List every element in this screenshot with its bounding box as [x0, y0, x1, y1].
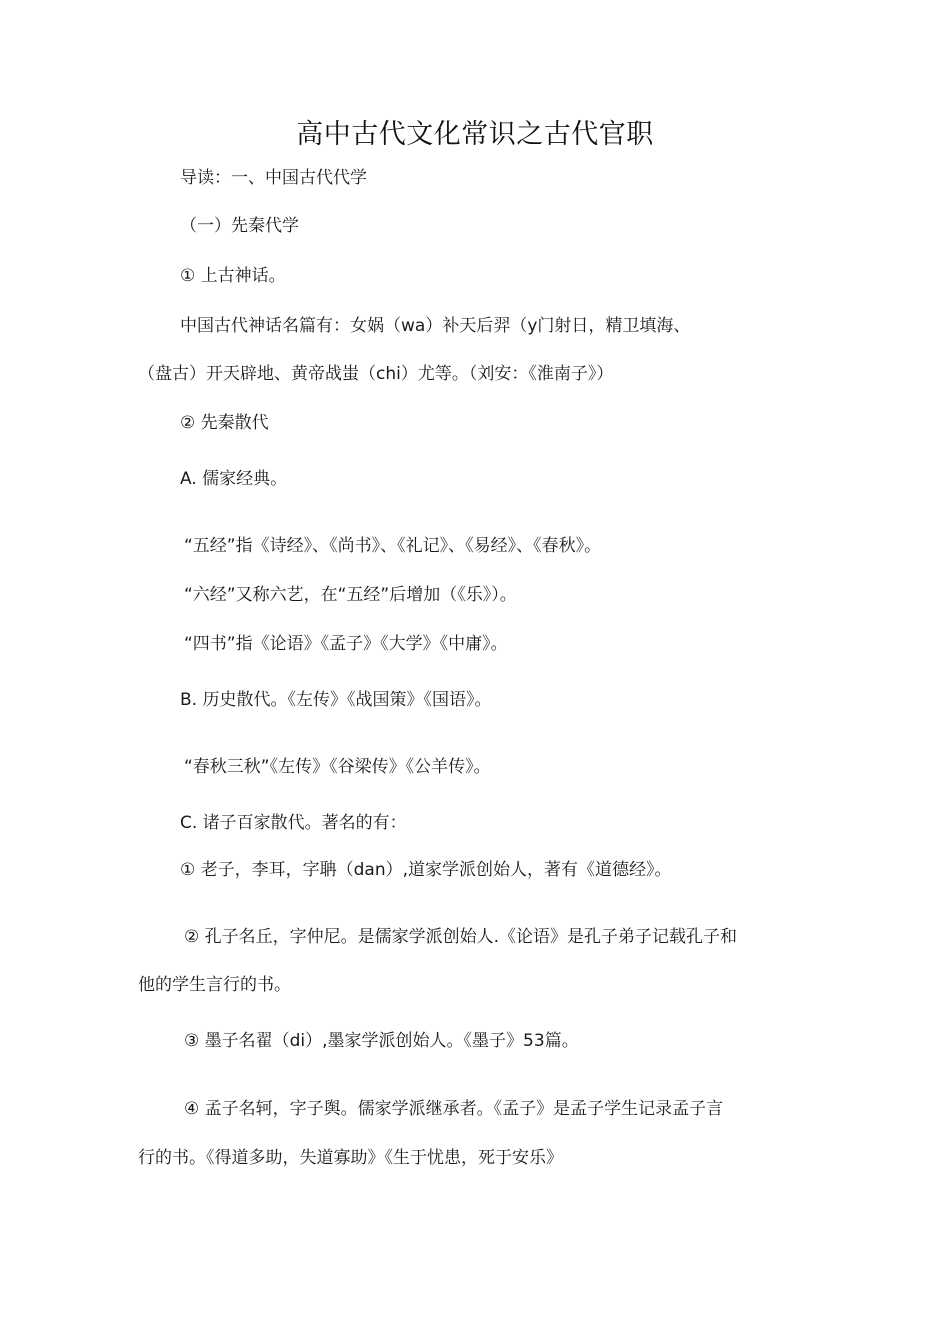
list-item-mozi: ③ 墨子名翟（di）,墨家学派创始人。《墨子》53篇。 — [184, 1031, 579, 1051]
subheading-ancient-myths: ① 上古神话。 — [180, 266, 286, 286]
paragraph-three-commentaries: “春秋三秋”《左传》《谷梁传》《公羊传》。 — [184, 757, 491, 777]
paragraph-six-classics: “六经”又称六艺，在“五经”后增加（《乐》）。 — [184, 585, 517, 605]
paragraph-myths-line-2: （盘古）开天辟地、黄帝战蚩（chi）尤等。（刘安：《淮南子》） — [138, 364, 614, 384]
paragraph-four-books: “四书”指《论语》《孟子》《大学》《中庸》。 — [184, 634, 508, 654]
list-item-mencius-line-2: 行的书。《得道多助，失道寡助》《生于忧患，死于安乐》 — [138, 1148, 563, 1168]
list-item-confucius-line-2: 他的学生言行的书。 — [138, 975, 291, 995]
item-a-confucian-classics: A. 儒家经典。 — [180, 469, 288, 489]
paragraph-five-classics: “五经”指《诗经》、《尚书》、《礼记》、《易经》、《春秋》。 — [184, 536, 602, 556]
section-heading-pre-qin: （一）先秦代学 — [180, 216, 299, 236]
list-item-confucius-line-1: ② 孔子名丘，字仲尼。是儒家学派创始人.《论语》是孔子弟子记载孔子和 — [184, 927, 738, 947]
item-b-historical-prose: B. 历史散代。《左传》《战国策》《国语》。 — [180, 690, 492, 710]
document-title: 高中古代文化常识之古代官职 — [296, 119, 654, 150]
item-c-hundred-schools: C. 诸子百家散代。著名的有： — [180, 813, 407, 833]
list-item-laozi: ① 老子，李耳，字聃（dan）,道家学派创始人，著有《道德经》。 — [180, 860, 672, 880]
list-item-mencius-line-1: ④ 孟子名轲，字子舆。儒家学派继承者。《孟子》是孟子学生记录孟子言 — [184, 1099, 724, 1119]
paragraph-intro: 导读：一、中国古代代学 — [180, 168, 367, 188]
subheading-pre-qin-prose: ② 先秦散代 — [180, 413, 269, 433]
paragraph-myths-line-1: 中国古代神话名篇有：女娲（wa）补天后羿（y门射日，精卫填海、 — [180, 316, 691, 336]
